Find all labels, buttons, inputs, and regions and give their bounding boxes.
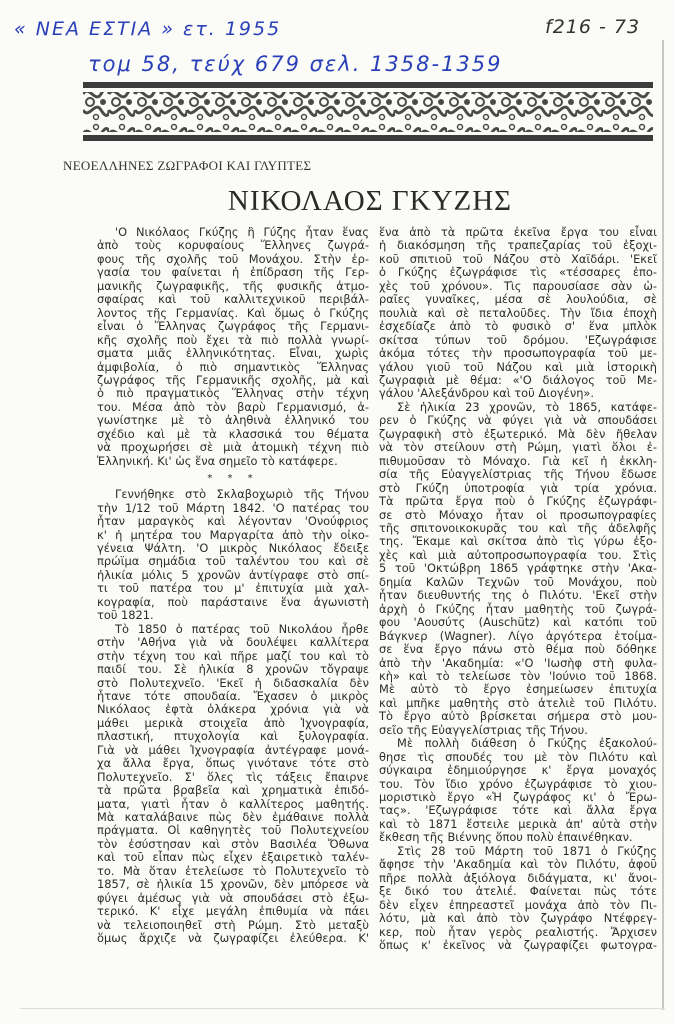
- text-line: ραῖες γυναῖκες, μέσα σὲ λουλούδια, σὲ: [379, 292, 657, 307]
- text-line: τῆς σπιτονοικοκυρᾶς του καὶ τῆς ἀδελφῆς: [379, 520, 657, 535]
- text-line: καὶ τοῦ εἶπαν πὼς εἶχεν ἐξαιρετικὸ ταλέν-: [97, 850, 369, 865]
- text-line: στὸ Γκύζη ὑποτροφία γιὰ τρία χρόνια.: [379, 480, 657, 495]
- text-line: γένεια Ψάλτη. 'Ο μικρὸς Νικόλαος ἔδειξε: [97, 540, 369, 555]
- text-line: κὴ» καὶ τὸ τελείωσε τὸν 'Ιούνιο τοῦ 1868.: [379, 668, 657, 683]
- text-line: το. Μὰ ὅταν ἐτελείωσε τὸ Πολυτεχνεῖο τὸ: [97, 863, 369, 878]
- text-line: σφαίρας καὶ τοῦ καλλιτεχνικοῦ περιβάλ-: [97, 292, 369, 307]
- text-line: 'Ο Νικόλαος Γκύζης ἢ Γύζης ἦταν ἕνας: [115, 225, 369, 239]
- text-line: ἦταν διευθυντής της ὁ Πιλότυ. 'Εκεῖ στὴν: [379, 588, 657, 603]
- text-line: Σὲ ἡλικία 23 χρονῶν, τὸ 1865, κατάφε-: [397, 399, 657, 414]
- left-column: [97, 226, 369, 946]
- text-line: Τὸ 1850 ὁ πατέρας τοῦ Νικολάου ἦρθε: [115, 621, 369, 636]
- paragraph: [379, 845, 657, 953]
- text-line: δημία Καλῶν Τεχνῶν τοῦ Μονάχου, ποὺ: [379, 574, 657, 589]
- text-line: ἡλικία μόλις 5 χρονῶν ἀντίγραφε στὸ σπί-: [97, 567, 369, 582]
- text-line: ζωγράφος τῆς Γερμανικῆς σχολῆς, μὰ καὶ: [97, 372, 369, 387]
- text-line: λότυ, μὰ καὶ ἀπὸ τὸν ζωγράφο Ντέφρεγ-: [379, 911, 657, 926]
- text-line: πουλιὰ καὶ σὲ πεταλοῦδες. Τὴν ἴδια ἐποχὴ: [379, 305, 657, 320]
- text-line: καὶ μπῆκε μαθητὴς στὸ ἀτελιὲ τοῦ Πιλότυ.: [379, 695, 657, 710]
- text-line: ὁ Γκύζης ἐζωγράφισε τὶς «τέσσαρες ἐπο-: [379, 265, 657, 280]
- handwritten-reference: f216 - 73: [545, 16, 641, 38]
- text-line: στὴν 'Αθήνα γιὰ νὰ δουλέψει καλλίτερα: [97, 635, 369, 650]
- text-line: λοντος τῆς Γερμανίας. Καὶ ὅμως ὁ Γκύζης: [97, 305, 369, 320]
- text-line: μοριστικὸ ἔργο «Ἡ ζωγράφος κι' ὁ Ἔρω-: [379, 790, 657, 805]
- text-line: Γιὰ νὰ μάθει Ἰχνογραφία ἀντέγραφε μονά-: [97, 742, 369, 757]
- text-line: ἐσχεδίαζε ἀπὸ τὸ φυσικὸ σ' ἕνα μπλὸκ: [379, 319, 657, 334]
- text-line: κῆς σχολῆς ποὺ ἔχει τὰ πιὸ πολλὰ γνωρί-: [97, 332, 369, 347]
- text-line: ὅμως ἄρχιζε νὰ ζωγραφίζει ἐλεύθερα. Κ': [97, 931, 369, 946]
- text-line: ματα, γιατὶ ἦταν ὁ καλλίτερος μαθητής.: [97, 796, 369, 811]
- text-line: Τὰ πρῶτα ἔργα ποὺ ὁ Γκύζης ἐζωγράφι-: [379, 494, 657, 509]
- text-line: ἀρχὴ ὁ Γκύζης ἦταν μαθητὴς τοῦ ζωγρά-: [379, 601, 657, 616]
- text-line: τοῦ 1821.: [97, 608, 154, 623]
- text-line: γάλου γιοῦ τοῦ Νάζου καὶ μιὰ ἱστορικὴ: [379, 359, 657, 374]
- right-column: [379, 226, 657, 952]
- text-line: ὅπως κ' ἐκεῖνος νὰ ζωγραφίζει φωτογρα-: [379, 938, 657, 953]
- text-line: σκίτσα τύπων τοῦ δρόμου. 'Εζωγράφισε: [379, 332, 657, 347]
- text-line: ἦτανε τότε σπουδαία. Ἔχασεν ὁ μικρὸς: [97, 688, 369, 703]
- paragraph: [379, 226, 657, 401]
- text-line: ἦταν μαραγκὸς καὶ λέγονταν 'Ονούφριος: [97, 514, 369, 529]
- text-line: Μὲ πολλὴ διάθεση ὁ Γκύζης ἐξακολού-: [397, 736, 657, 751]
- text-line: ζωγραφιὰ μὲ θέμα: «'Ο διάλογος τοῦ Με-: [379, 372, 657, 387]
- text-line: πῆρε πολλὰ ἀξιόλογα διδάγματα, κι' ἄνοι-: [379, 870, 657, 885]
- text-line: Πολυτεχνεῖο. Σ' ὅλες τὶς τάξεις ἔπαιρνε: [97, 769, 369, 784]
- paragraph: [97, 226, 369, 468]
- text-line: κοῦ σπιτιοῦ τοῦ Νάζου στὸ Χαϊδάρι. 'Εκεῖ: [379, 251, 657, 266]
- text-line: χὲς καὶ μιὰ αὐτοπροσωπογραφία του. Στὶς: [379, 547, 657, 562]
- text-line: ἕνα ἀπὸ τὰ πρῶτα ἐκεῖνα ἔργα του εἶναι: [379, 225, 657, 239]
- text-line: φους τῆς σχολῆς τοῦ Μονάχου. Στὴν ἐρ-: [97, 251, 369, 266]
- decorative-ornament-band: [83, 82, 653, 142]
- text-line: φου 'Αουσύτς (Auschütz) καὶ κατόπι τοῦ: [379, 615, 657, 630]
- text-line: τὸν ἐσύστησαν καὶ στὸν Βασιλέα Ὄθωνα: [97, 836, 369, 851]
- text-line: ρεν ὁ Γκύζης νὰ φύγει γιὰ νὰ σπουδάσει: [379, 413, 657, 428]
- text-line: νὰ τὸν στείλουν στὴ Ρώμη, γιατὶ ὅλοι ἐ-: [379, 440, 657, 455]
- text-line: ξε δικό του ἀτελιέ. Φαίνεται πὼς τότε: [379, 884, 657, 899]
- text-line: ἀπὸ τὴν 'Ακαδημία: «'Ο 'Ιωσὴφ στὴ φυλα-: [379, 655, 657, 670]
- text-line: εἶναι ὁ Ἕλληνας ζωγράφος τῆς Γερμανι-: [97, 319, 369, 334]
- text-line: νὰ τελειοποιηθεῖ στὴ Ρώμη. Στὸ μεταξὺ: [97, 917, 369, 932]
- text-line: κερ, ποὺ ἦταν γερὸς ρεαλιστής. Ἄρχισεν: [379, 924, 657, 939]
- text-line: σε στὸ Μόναχο ἦταν οἱ προσωπογραφίες: [379, 507, 657, 522]
- paragraph: [97, 488, 369, 623]
- text-line: πιθυμοῦσαν τὸ Μόναχο. Γιὰ κεῖ ἡ ἐκκλη-: [379, 453, 657, 468]
- text-line: ὁ πιὸ πραγματικὸς Ἕλληνας στὴν τέχνη: [97, 386, 369, 401]
- text-line: τας». 'Εζωγράφισε τότε καὶ ἄλλα ἔργα: [379, 803, 657, 818]
- text-line: 1857, σὲ ἡλικία 15 χρονῶν, δὲν μπόρεσε νὰ: [97, 877, 369, 892]
- paragraph: [379, 737, 657, 845]
- text-line: σύγκαιρα ἐδημιούργησε κ' ἔργα μοναχός: [379, 763, 657, 778]
- text-line: θησε τὶς σπουδές του μὲ τὸν Πιλότυ καὶ: [379, 749, 657, 764]
- text-line: δὲν εἶχεν ἐπηρεαστεῖ μονάχα ἀπὸ τὸν Πι-: [379, 897, 657, 912]
- text-line: γωνίστηκε μὲ τὸ ἀληθινὰ ἑλληνικό του: [97, 413, 369, 428]
- text-line: παιδί του. Σὲ ἡλικία 8 χρονῶν τὄγραψε: [97, 662, 369, 677]
- text-line: ἀκόμα τότες τὴν προσωπογραφία τοῦ με-: [379, 346, 657, 361]
- text-line: σία τῆς Εὐαγγελίστριας τῆς Τήνου ἔδωσε: [379, 467, 657, 482]
- text-line: Ἑλληνική. Κι' ὡς ἕνα σημεῖο τὸ κατάφερε.: [97, 453, 338, 468]
- text-line: Νικόλαος ἑφτὰ ὁλάκερα χρόνια γιὰ νὰ: [97, 702, 369, 717]
- text-line: γάλου 'Αλεξάνδρου καὶ τοῦ Διογένη».: [379, 386, 595, 401]
- text-line: τερικό. Κ' εἶχε μεγάλη ἐπιθυμία νὰ πάει: [97, 904, 369, 919]
- text-line: Στὶς 28 τοῦ Μάρτη τοῦ 1871 ὁ Γκύζης: [397, 843, 657, 858]
- text-line: ἄφησε τὴν 'Ακαδημία καὶ τὸν Πιλότυ, ἀφοῦ: [379, 857, 657, 872]
- paragraph: [97, 623, 369, 946]
- text-line: ζωγραφικὴ στὸ ἐξωτερικό. Μὰ δὲν ἤθελαν: [379, 426, 657, 441]
- text-line: της. Ἔκαμε καὶ σκίτσα ἀπὸ τὶς γύρω ἐξο-: [379, 534, 657, 549]
- text-line: πρώϊμα σημάδια τοῦ ταλέντου του καὶ σὲ: [97, 554, 369, 569]
- text-line: στὴν τέχνη του καὶ πῆρε μαζί του καὶ τὸ: [97, 648, 369, 663]
- page-edge-bottom: [20, 1008, 665, 1009]
- text-line: καὶ τὸ 1871 ἔστειλε μερικὰ ἀπ' αὐτὰ στὴν: [379, 816, 657, 831]
- text-line: πράγματα. Οἱ καθηγητὲς τοῦ Πολυτεχνείου: [97, 823, 369, 838]
- paragraph: [379, 401, 657, 737]
- text-line: Μὲ αὐτὸ τὸ ἔργο ἐσημείωσεν ἐπιτυχία: [379, 682, 657, 697]
- text-line: ἀμφιβολία, ὁ πιὸ σημαντικὸς Ἕλληνας: [97, 359, 369, 374]
- text-line: ἡ διακόσμηση τῆς τραπεζαρίας τοῦ ἐξοχι-: [379, 238, 657, 253]
- series-heading: ΝΕΟΕΛΛΗΝΕΣ ΖΩΓΡΑΦΟΙ ΚΑΙ ΓΛΥΠΤΕΣ: [63, 158, 312, 173]
- text-line: γασία του φαίνεται ἡ ἐπίδραση τῆς Γερ-: [97, 265, 369, 280]
- text-line: κ' ἡ μητέρα του Μαργαρίτα ἀπὸ τὴν οἰκο-: [97, 527, 369, 542]
- text-line: σεῖο τῆς Εὐαγγελίστριας τῆς Τήνου.: [379, 722, 588, 737]
- text-line: χα ἄλλα ἔργα, ὅπως γινότανε τότε στὸ: [97, 756, 369, 771]
- text-line: χὲς τοῦ χρόνου». Τὶς παρουσίασε σὰν ὡ-: [379, 278, 657, 293]
- text-line: σχέδιο καὶ μὲ τὰ κλασσικά του θέματα: [97, 426, 369, 441]
- handwritten-source-note: « ΝΕΑ ΕΣΤΙΑ » ετ. 1955: [14, 18, 282, 40]
- text-line: τὴν 1/12 τοῦ Μάρτη 1842. 'Ο πατέρας του: [97, 500, 369, 515]
- text-line: στὸ Πολυτεχνεῖο. 'Εκεῖ ἡ διδασκαλία δὲν: [97, 675, 369, 690]
- text-line: τι τοῦ πατέρα του μ' ἐπιτυχία μιὰ χαλ-: [97, 581, 369, 596]
- article-title: ΝΙΚΟΛΑΟΣ ΓΚΥΖΗΣ: [227, 185, 513, 217]
- handwritten-volume-note: τομ 58, τεύχ 679 σελ. 1358-1359: [88, 52, 503, 76]
- text-line: 5 τοῦ 'Οκτώβρη 1865 γράφτηκε στὴν 'Ακα-: [379, 561, 657, 576]
- text-line: του. Μέσα ἀπὸ τὸν βαρὺ Γερμανισμό, ἀ-: [97, 399, 369, 414]
- text-line: τὰ πρῶτα βραβεῖα καὶ χρηματικὰ ἐπιδό-: [97, 783, 369, 798]
- text-line: σε ἕνα ἔργο πάνω στὸ θέμα ποὺ δόθηκε: [379, 642, 657, 657]
- text-line: του. Τὸν ἴδιο χρόνο ἐζωγράφισε τὸ χιου-: [379, 776, 657, 791]
- text-line: Βάγκνερ (Wagner). Λίγο ἀργότερα ἑτοίμα-: [379, 628, 657, 643]
- text-line: Τὸ ἔργο αὐτὸ βρίσκεται σήμερα στὸ μου-: [379, 709, 657, 724]
- text-line: Μὰ καταλάβαινε πὼς δὲν ἐμάθαινε πολλὰ: [97, 810, 369, 825]
- text-line: ἔκθεση τῆς Βιέννης ὅπου πολὺ ἐπαινέθηκαν.: [379, 830, 633, 845]
- text-line: μάθει μερικὰ στοιχεῖα ἀπὸ Ἰχνογραφία,: [97, 715, 369, 730]
- section-separator: * * *: [207, 473, 259, 485]
- text-line: κογραφία, ποὺ παράσταινε ἕνα ἀγωνιστὴ: [97, 594, 369, 609]
- text-line: φύγει ἀμέσως γιὰ νὰ σπουδάσει στὸ ἐξω-: [97, 890, 369, 905]
- text-line: νὰ προχωρήσει σὲ μιὰ ἀτομικὴ τέχνη πιὸ: [97, 440, 369, 455]
- text-line: ἀπὸ τοὺς κορυφαίους Ἕλληνες ζωγρά-: [97, 238, 369, 253]
- text-line: σματα μιᾶς ἑλληνικότητας. Εἶναι, χωρὶς: [97, 346, 369, 361]
- text-line: μανικῆς ζωγραφικῆς, τῆς φυσικῆς ἀτμο-: [97, 278, 369, 293]
- text-line: Γεννήθηκε στὸ Σκλαβοχωριὸ τῆς Τήνου: [115, 487, 369, 502]
- text-line: πλαστική, πτυχολογία καὶ ξυλογραφία.: [97, 729, 369, 744]
